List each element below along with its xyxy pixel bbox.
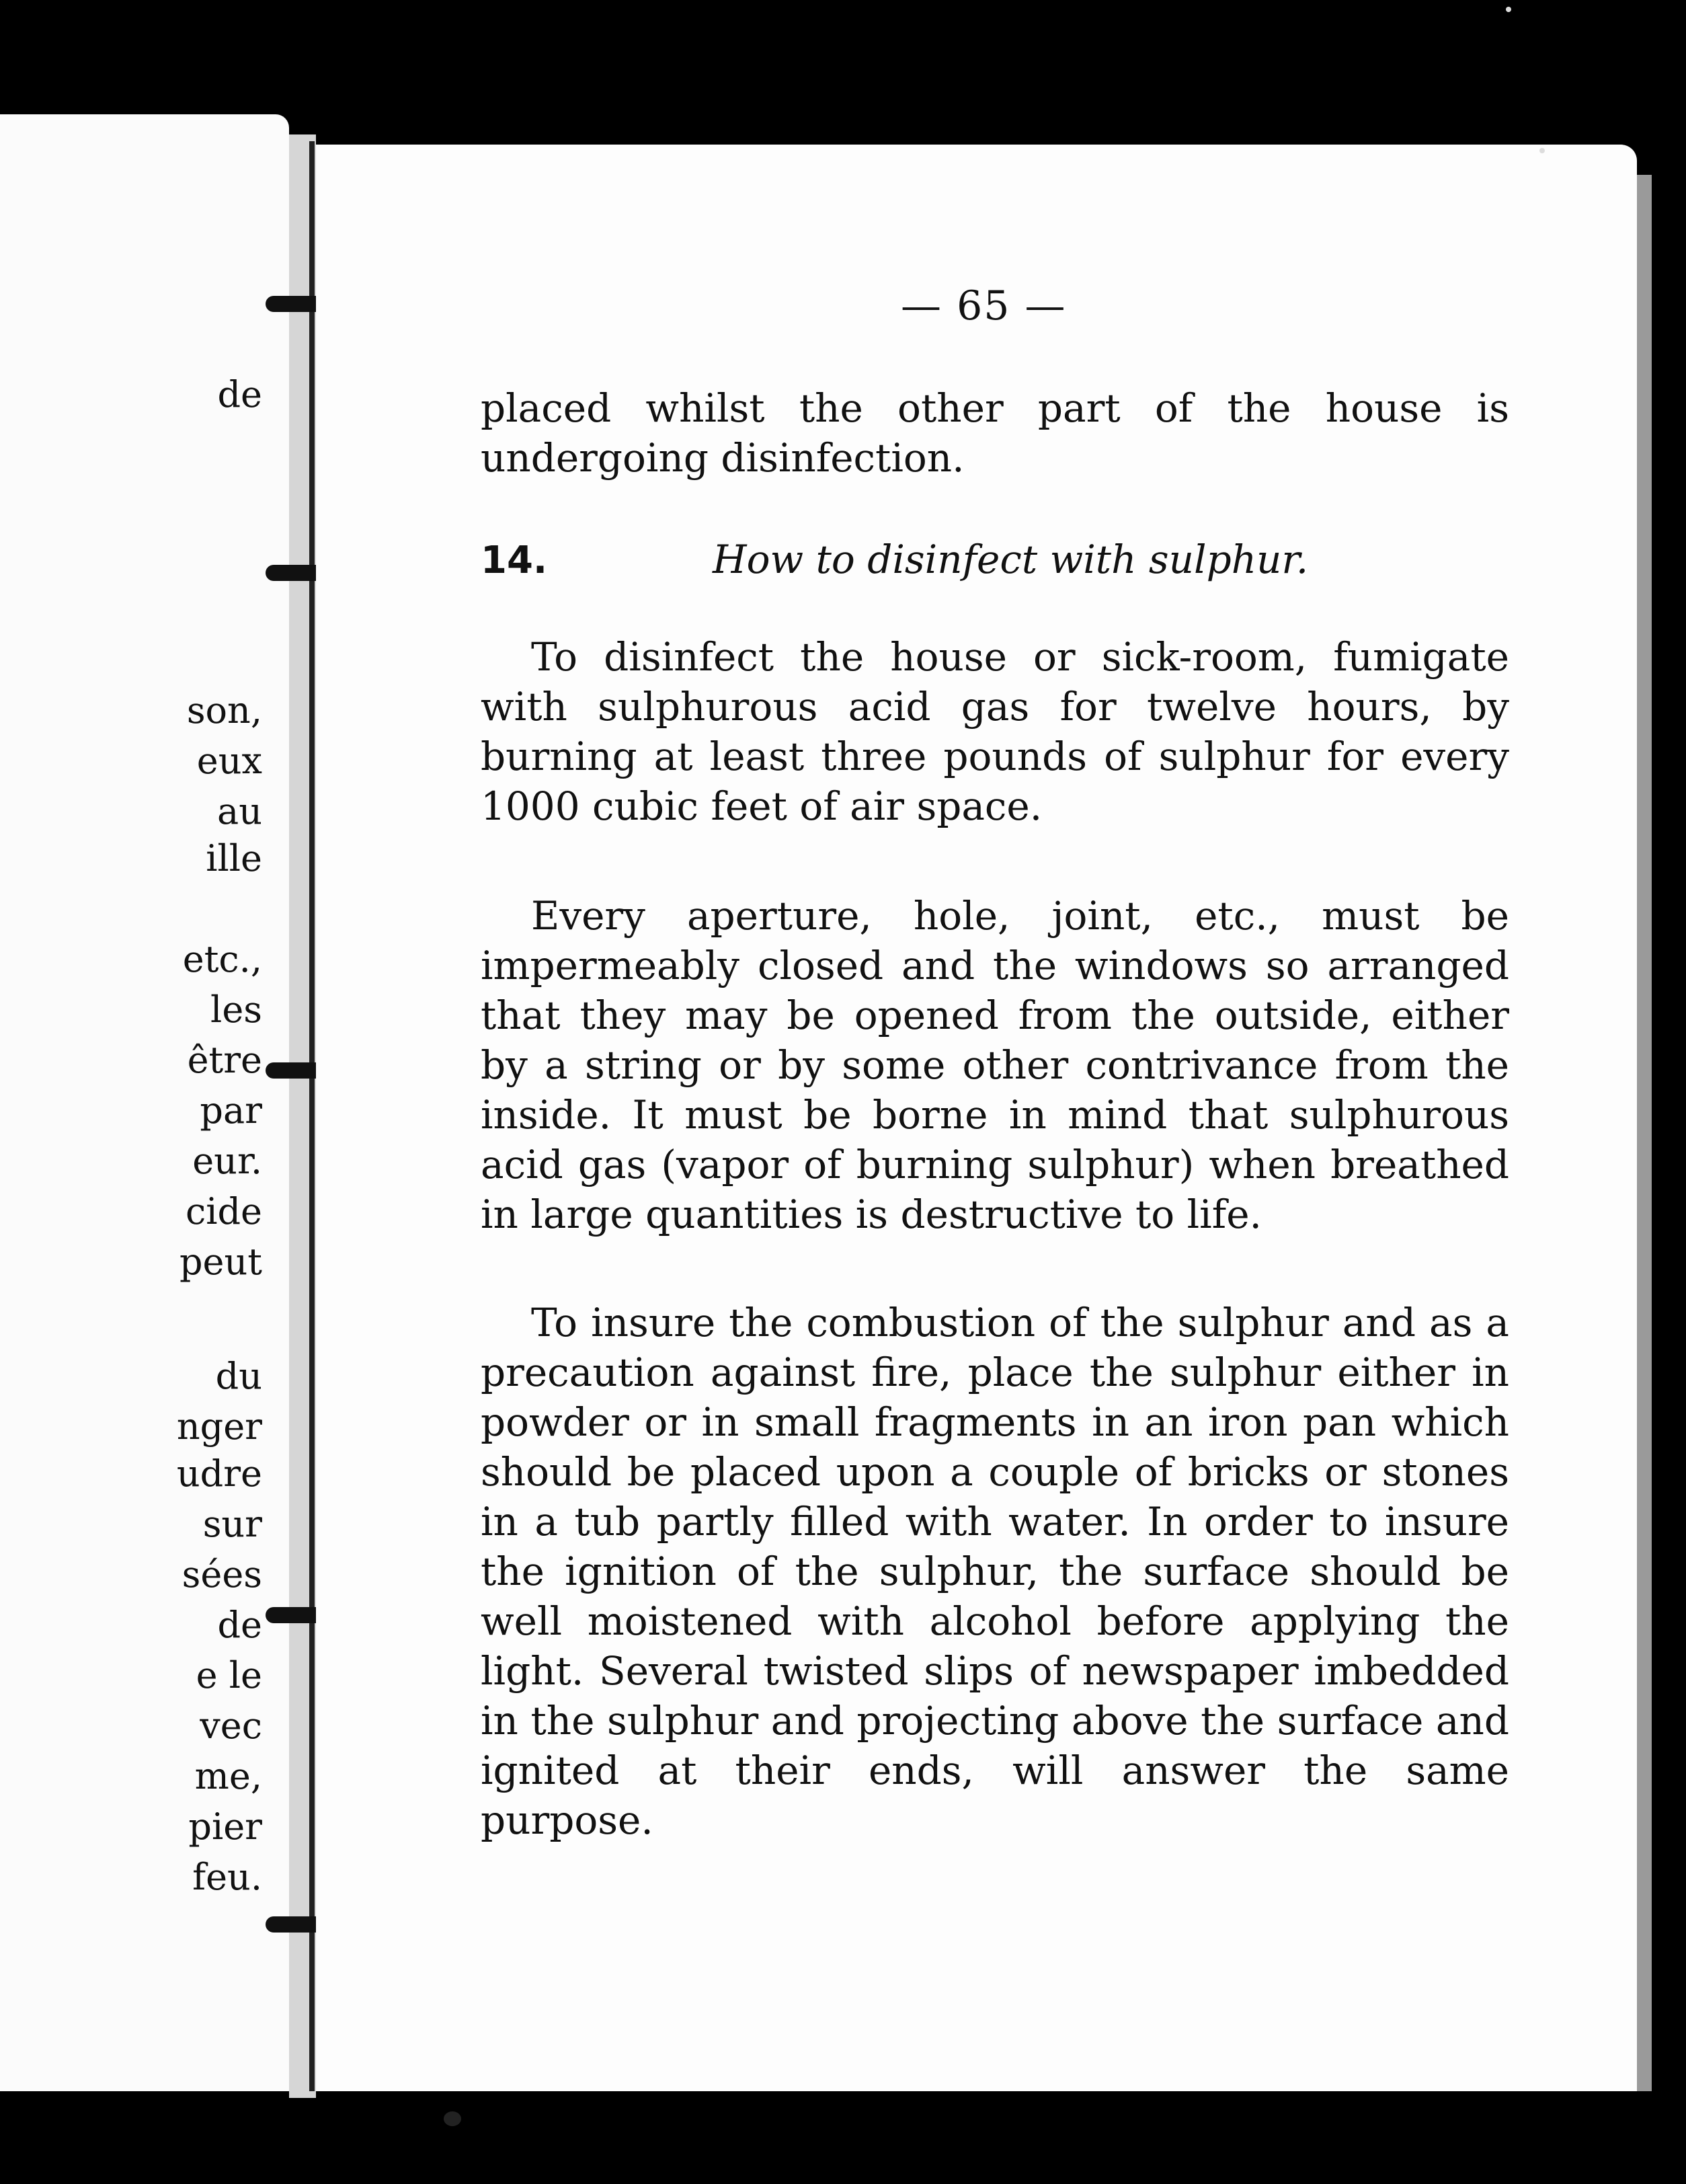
left-fragment: être <box>187 1039 262 1081</box>
left-fragment: son, <box>186 689 262 732</box>
left-fragment: au <box>217 790 262 832</box>
paragraph-text: To disinfect the house or sick-room, fumigate with sulphurous acid gas for twelve hours, by burning at least three pounds of sulphur for every 1000 cubic feet of air space. <box>481 634 1509 829</box>
section-number: 14. <box>481 539 548 582</box>
left-fragment: de <box>217 1604 262 1646</box>
left-fragment: peut <box>179 1241 262 1283</box>
left-fragment: du <box>215 1355 262 1397</box>
scan-speck <box>1506 7 1511 12</box>
paragraph-text: Every aperture, hole, joint, etc., must be impermeably closed and the windows so arranged that they may be opened from the outside, either by a string or by some other contrivance from the inside. It must be borne in mind that sulphurous acid gas (vapor of burning sulphur) when breathed in large quantities is destructive to life. <box>481 893 1509 1237</box>
left-fragment: cide <box>185 1190 262 1233</box>
section-heading <box>481 535 1509 586</box>
left-fragment: eur. <box>192 1140 262 1182</box>
intro-text: placed whilst the other part of the house is undergoing disinfection. <box>481 385 1509 481</box>
left-fragment: sur <box>202 1503 262 1545</box>
section-title: How to disinfect with sulphur. <box>713 537 1309 582</box>
left-fragment: udre <box>176 1452 262 1495</box>
left-fragment: les <box>210 988 262 1031</box>
paragraph-3 <box>481 1298 1509 1845</box>
intro-paragraph <box>481 383 1509 483</box>
left-fragment: e le <box>196 1654 262 1696</box>
left-fragment: eux <box>196 740 262 782</box>
left-fragment: ille <box>206 837 262 880</box>
page-number: — 65 — <box>901 282 1067 329</box>
left-page <box>0 114 289 2091</box>
scan-speck <box>444 2111 461 2126</box>
left-fragment: vec <box>200 1705 262 1747</box>
left-fragment: par <box>200 1089 262 1132</box>
left-fragment: nger <box>176 1405 262 1448</box>
paragraph-text: To insure the combustion of the sulphur and as a precaution against fire, place the sulphur either in powder or in small fragments in an iron pan which should be placed upon a couple of bricks or stones in a tub partly filled with water. In order to insure the ignition of the sulphur, the surface should be well moistened with alcohol before applying the light. Several twisted slips of newspaper imbedded in the sulphur and projecting above the surface and ignited at their ends, will answer the same purpose. <box>481 1300 1509 1843</box>
paragraph-1 <box>481 632 1509 831</box>
left-fragment: etc., <box>182 938 262 980</box>
page-edge-shadow <box>1637 175 1652 2091</box>
binding-thread <box>309 141 315 2091</box>
left-fragment: de <box>217 373 262 416</box>
left-fragment: me, <box>194 1755 262 1797</box>
paragraph-2 <box>481 891 1509 1239</box>
left-fragment: sées <box>182 1553 262 1596</box>
scan-speck <box>1539 148 1545 153</box>
left-fragment: feu. <box>192 1856 262 1898</box>
left-fragment: pier <box>188 1805 262 1848</box>
